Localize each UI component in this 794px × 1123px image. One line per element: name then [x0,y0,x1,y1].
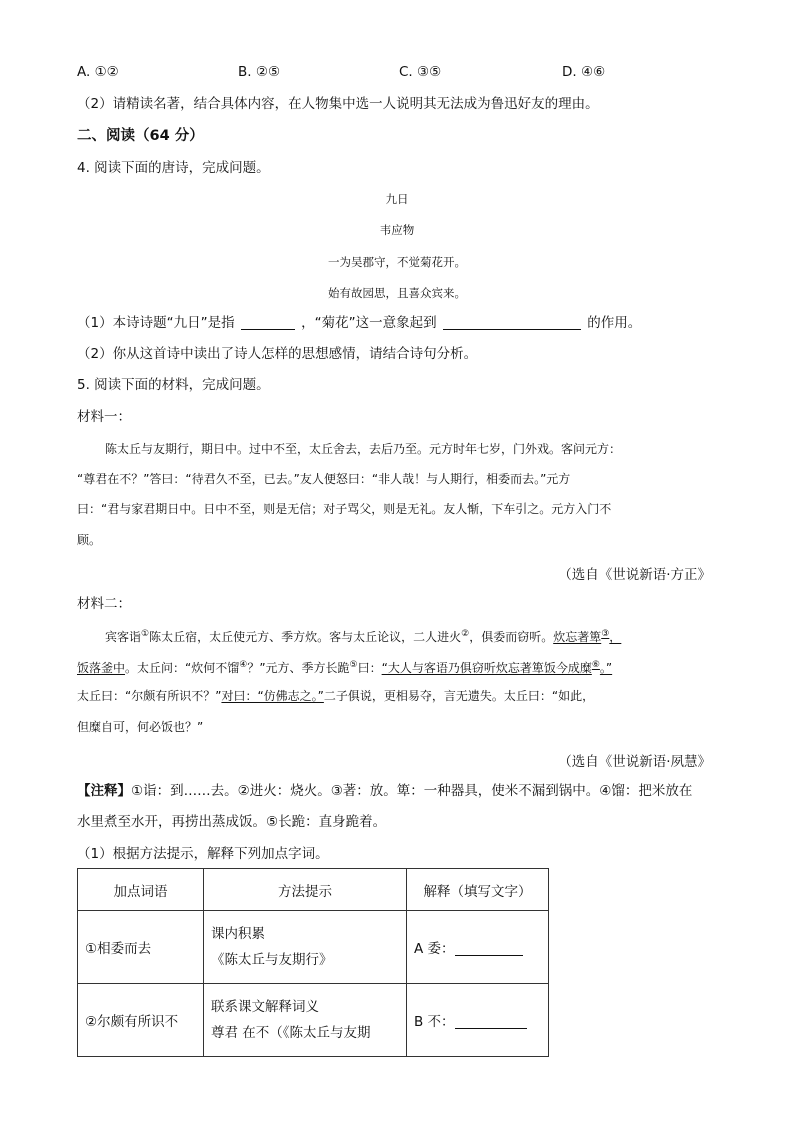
note-ref-1: ① [141,629,150,639]
table-header: 方法提示 [204,869,407,911]
option-b: B. ②⑤ [238,64,281,80]
option-a: A. ①② [77,64,119,80]
q3-sub2: （2）请精读名著，结合具体内容，在人物集中选一人说明其无法成为鲁迅好友的理由。 [77,96,599,112]
table-header: 加点词语 [78,869,204,911]
notes-text: ①诣：到……去。②进火：烧火。③著：放。箄：一种器具，使米不漏到锅中。④馏：把米放在 [131,783,693,799]
answer-label: A 委： [414,941,455,957]
table-row [78,911,549,984]
table-cell-answer [407,984,549,1057]
m2-text: 。” [599,661,613,675]
note-ref-5: ⑤ [349,660,358,670]
m2-text: 二子俱说，更相易夺，言无遗失。太丘曰：“如此， [323,689,595,703]
notes-line-2: 水里煮至水开，再捞出蒸成饭。⑤长跪：直身跪着。 [77,814,387,830]
q5-stem: 5. 阅读下面的材料，完成问题。 [77,377,270,393]
m2-text: 。太丘问：“炊何不馏 [125,661,240,675]
material-2-line-4: 但糜自可，何必饭也？” [77,720,204,734]
answer-label: B 不： [414,1014,455,1030]
answer-blank-a[interactable] [455,941,523,956]
table-cell-answer [407,911,549,984]
material-1-source: （选自《世说新语·方正》 [558,567,711,583]
q5-sub1: （1）根据方法提示，解释下列加点字词。 [77,846,329,862]
material-2-line-1 [105,625,621,646]
vocab-table [77,868,549,1057]
note-ref-2: ② [461,629,470,639]
q4-sub1-text-a: （1）本诗诗题“九日”是指 [77,315,235,331]
material-1-line-4: 顾。 [77,533,102,547]
material-2-line-2 [77,656,612,677]
hint-line: 课内积累 [211,926,265,942]
table-cell-word: ②尔颇有所识不 [78,984,204,1057]
hint-line: 尊君 在不（《陈太丘与友期 [211,1025,371,1041]
m2-text: ，俱委而窃听。 [469,630,554,644]
m2-text: 曰： [357,661,382,675]
note-ref-6: ⑥ [591,660,600,670]
section-title: 二、阅读（64 分） [77,128,204,144]
material-1-line-2: “尊君在不？”答曰：“待君久不至，已去。”友人便怒曰：“非人哉！与人期行，相委而去。”元方 [77,472,571,486]
answer-blank-1[interactable] [241,315,295,330]
table-header: 解释（填写文字） [407,869,549,911]
notes-label: 【注释】 [77,783,131,799]
table-row [78,984,549,1057]
m2-text: 太丘曰：“尔颇有所识不？” [77,689,222,703]
q4-sub1-text-b: ，“菊花”这一意象起到 [301,315,437,331]
table-cell-word: ①相委而去 [78,911,204,984]
m2-text: ， [609,630,622,644]
note-ref-3: ③ [601,629,610,639]
underlined-phrase: 炊忘著箄 [553,630,602,644]
poem-title: 九日 [385,192,409,206]
m2-text: ？”元方、季方长跪 [247,661,350,675]
table-cell-hint [204,911,407,984]
underlined-sentence: 对曰：“仿佛志之。” [221,689,324,703]
answer-blank-2[interactable] [443,315,581,330]
poem-line-2: 始有故园思，且喜众宾来。 [328,286,466,300]
q4-sub1-text-c: 的作用。 [587,315,642,331]
table-cell-hint [204,984,407,1057]
option-d: D. ④⑥ [562,64,606,80]
material-1-line-1: 陈太丘与友期行，期日中。过中不至，太丘舍去，去后乃至。元方时年七岁，门外戏。客问元方： [105,442,622,456]
underlined-sentence: “大人与客语乃俱窃听炊忘著箄饭今成糜 [381,661,592,675]
note-ref-4: ④ [239,660,248,670]
notes-line-1 [77,782,692,800]
q4-sub2: （2）你从这首诗中读出了诗人怎样的思想感情，请结合诗句分析。 [77,346,478,362]
hint-line: 联系课文解释词义 [211,999,319,1015]
poem-author: 韦应物 [379,223,415,237]
option-c: C. ③⑤ [399,64,442,80]
hint-line: 《陈太丘与友期行》 [211,952,333,968]
poem-line-1: 一为吴郡守，不觉菊花开。 [328,255,466,269]
answer-blank-b[interactable] [455,1014,527,1029]
material-2-line-3 [77,687,594,705]
m2-text: 陈太丘宿，太丘使元方、季方炊。客与太丘论议，二人进火 [149,630,462,644]
table-header-row [78,869,549,911]
q4-stem: 4. 阅读下面的唐诗，完成问题。 [77,160,270,176]
material-2-label: 材料二： [77,596,131,612]
material-2-source: （选自《世说新语·夙慧》 [558,754,711,770]
material-1-line-3: 曰：“君与家君期日中。日中不至，则是无信；对子骂父，则是无礼。友人惭，下车引之。元方入门不 [77,502,612,516]
underlined-phrase: 饭落釜中 [77,661,126,675]
m2-text: 宾客诣 [105,630,142,644]
material-1-label: 材料一： [77,409,131,425]
q4-sub1 [77,314,641,332]
